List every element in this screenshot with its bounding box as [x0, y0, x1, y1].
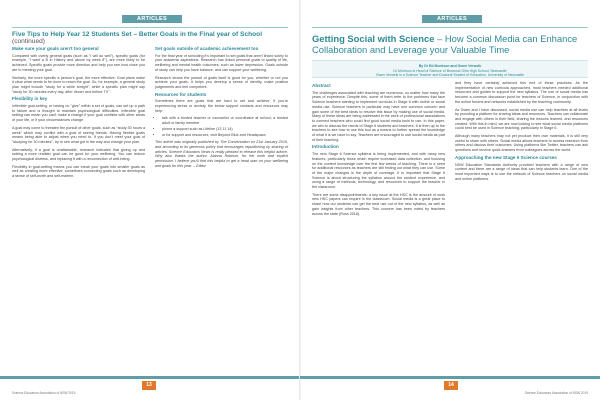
body-paragraph: A goal may come to threaten the pursuit of other goals, such as "study 30 hours a week" which may conflict with a goal of seeing friends. Having flexible goals means being able to adjust when you need to. If you don't meet your goal of "studying for 30 minutes", try to see what got in the way and change your plan.	[12, 125, 145, 144]
body-paragraph: Flexibility in goal-setting means you can break your goals into smaller goals as well as creating more effective, sometimes connecting goals such as developing a sense of self-worth and self-esteem.	[12, 164, 145, 179]
article-title	[12, 31, 292, 45]
bullet-item: • or for support and resources, visit Beyond Blue and Headspace.	[162, 133, 288, 138]
editor-note: This article was originally published by The Conversation on 21st January 2019, and according to its generous policy that encourages republishing by sharing of articles. Science Educators News is really pleased to release this helpful advice. Why also thanks the author, Alanna Robison, for her work and explicit permission. I believe you'll find this helpful to get a head start on your wellbeing and goals for this year. – Editor	[155, 140, 288, 168]
right-column-2	[455, 81, 588, 184]
body-paragraph: For the final year of schooling it's important to set goals that aren't linked solely to your academic aspirations. Research has linked personal goals to quality of life, wellbeing and mental health outcomes, such as lower depression. Goals outside of study can help you have balance, and can support your wellbeing.	[155, 53, 288, 72]
body-paragraph: Although many teachers may not yet produce their own materials, it is still very useful to share with others. Social media allows teachers to access research from others and discuss their outcomes. Using platforms like Twitter, teachers can ask questions and receive quick answers from colleagues across the world.	[455, 134, 589, 153]
footer-text: Science Educators Association of NSW 2019	[12, 391, 76, 395]
section-tab: ARTICLES	[422, 15, 482, 23]
section-heading: Make sure your goals aren't too general	[12, 46, 99, 51]
body-paragraph: The challenges associated with teaching are numerous, no matter how many the years of experience. Despite this, some of them refer to the problems that face Science teachers wanting to implement curricula in Stage 6 with online or social media use. Science teachers in particular may have one common concern and gain some of the best ideas to resolve this issue by making use of social media. Many of these ideas are being addressed in the work of professional associations to connect teachers who could find good social media tools to use. In this paper, we aim to discuss the needs of Stage 6 students and teachers. It is then up to the teachers to see how to use this tool as a means to further spread the knowledge of what it is we have to say. Teachers are encouraged to use social media as part of their teaching.	[312, 90, 445, 142]
article-title-bold: Getting Social with Science	[312, 33, 435, 44]
body-paragraph: Similarly, the more specific a person's goal, the more effective. Goal plans make it clear what needs to be done to reach the goal. So, for example, a general study plan might include "study for a while tonight", while a specific plan might say "study for 30 minutes every day, after dinner and before TV".	[12, 75, 145, 94]
section-heading: Introduction	[312, 144, 339, 150]
body-paragraph: The new Stage 6 Science syllabus is being implemented, and with many new features, particularly those which require increased data collection, and focusing on the content knowledge over the first few weeks of teaching. There is a need for additional resources as teachers are still finding out what they can use. Some of the major changes is the depth of coverage. It is important that Stage 6 Science is about structuring the syllabus around the student experience, and using a range of methods, technology, and resources to support the teacher in the classroom.	[312, 152, 445, 190]
body-paragraph: Inflexible goal-setting, or having no "give" within a set of goals, can set up a path to failure and is thought to maintain psychological difficulties. Inflexible goal setting can mean you can't make a change if your goal conflicts with other areas of your life, or if your circumstances change.	[12, 104, 145, 123]
page-number: 13	[142, 381, 156, 390]
section-heading: Abstract	[312, 83, 331, 88]
section-heading: Approaching the new Stage 6 Science courses	[455, 154, 557, 160]
left-column-1	[12, 44, 145, 182]
body-paragraph: There are some disappointments: a key issue at the HSC is the amount of work new HSC papers can require in the classroom. Social media is a great place to share how our students can get the best use out of the new syllabus, as well as gain insights from other teachers. This concern has been noted by teachers across the state (Ross 2018).	[312, 192, 445, 216]
author-byline	[312, 60, 588, 78]
bullet-item: • talk with a trusted teacher or counsellor or coordinator at school; a trusted adult or family member	[162, 116, 288, 125]
body-paragraph: Compared with overly general goals (such as "I will do well"), specific goals (for example, "I want a B in History and above by week 8"), are more likely to be achieved. Specific goals provide more direction and help you see how close you are to meeting your goal.	[12, 53, 145, 72]
article-title-continued: (continued)	[12, 38, 45, 45]
body-paragraph: As Gwen and I have discussed, social media use can help teachers at all levels by providing a platform for sharing ideas and resources. Teachers can collaborate and engage with others in their field, sharing the lessons learned, and resources created. With this in mind, we are now looking to see what social media platforms could best be used in Science teaching, particularly in Stage 6.	[455, 107, 588, 131]
body-paragraph: Sometimes there are goals that are hard to set and achieve. If you're experiencing stress or anxiety, the below support contacts and resources may help:	[155, 99, 288, 113]
author-affiliation-2: Gwen Verweik is a Science Teacher and Doctoral Student of Education, University of Newcastle	[375, 73, 525, 77]
section-heading: Flexibility is key	[12, 96, 48, 102]
footer-band	[0, 376, 300, 379]
section-heading: Resources for students	[155, 91, 207, 97]
footer-band	[300, 376, 600, 379]
header-rule	[312, 27, 588, 28]
body-paragraph: Research shows the pursuit of goals itself is good for you, whether or not you achieve your goals. It helps you develop a sense of identity, make positive judgements and feel competent.	[155, 75, 288, 89]
author-names: By Dr Ed Morrison and Gwen Verweik	[418, 64, 482, 68]
section-tab: ARTICLES	[122, 15, 182, 23]
section-heading: Set goals outside of academic achievement too	[155, 46, 259, 51]
left-column-2	[155, 44, 288, 171]
right-page	[300, 0, 600, 400]
bullet-item: • phone a support such as Lifeline (13 11 14)	[162, 127, 288, 132]
body-paragraph: NSW Education Standards Authority provided teachers with a range of new content and there are a range of ideas that can help students learn. One of the most important ways is to use the network of Science teachers on social media and online platforms.	[455, 162, 588, 181]
body-paragraph: Alternatively, if a goal is unattainable, research indicates that giving up and setting a more realistic goal can be good for your wellbeing. You can reduce psychological distress, and replacing it with a reconnection of well-being.	[12, 147, 145, 162]
right-column-1	[312, 81, 445, 219]
page-number: 14	[444, 381, 458, 390]
article-title-text: Five Tips to Help Year 12 Students Set – Better Goals in the Final year of School	[12, 31, 263, 38]
footer-text: Science Educators Association of NSW 2019	[524, 391, 588, 395]
article-title-rest: – How Social Media can Enhance Collaboration and Leverage your Valuable Time	[312, 33, 578, 55]
body-paragraph: and they have certainly achieved this end of these practices. As the implementation of new curricula approached, most teachers needed additional resources and guides to support the new syllabus. The use of social media has become a common discussion point for teachers of Science, in conjunction with the online forums and networks established by the teaching community.	[455, 81, 588, 104]
header-rule	[12, 27, 288, 28]
bullet-list	[155, 116, 288, 137]
author-affiliation-1: Dr Morrison is Head of Science of Burwood Girls High School, Newcastle	[393, 68, 507, 73]
article-title	[312, 33, 592, 55]
